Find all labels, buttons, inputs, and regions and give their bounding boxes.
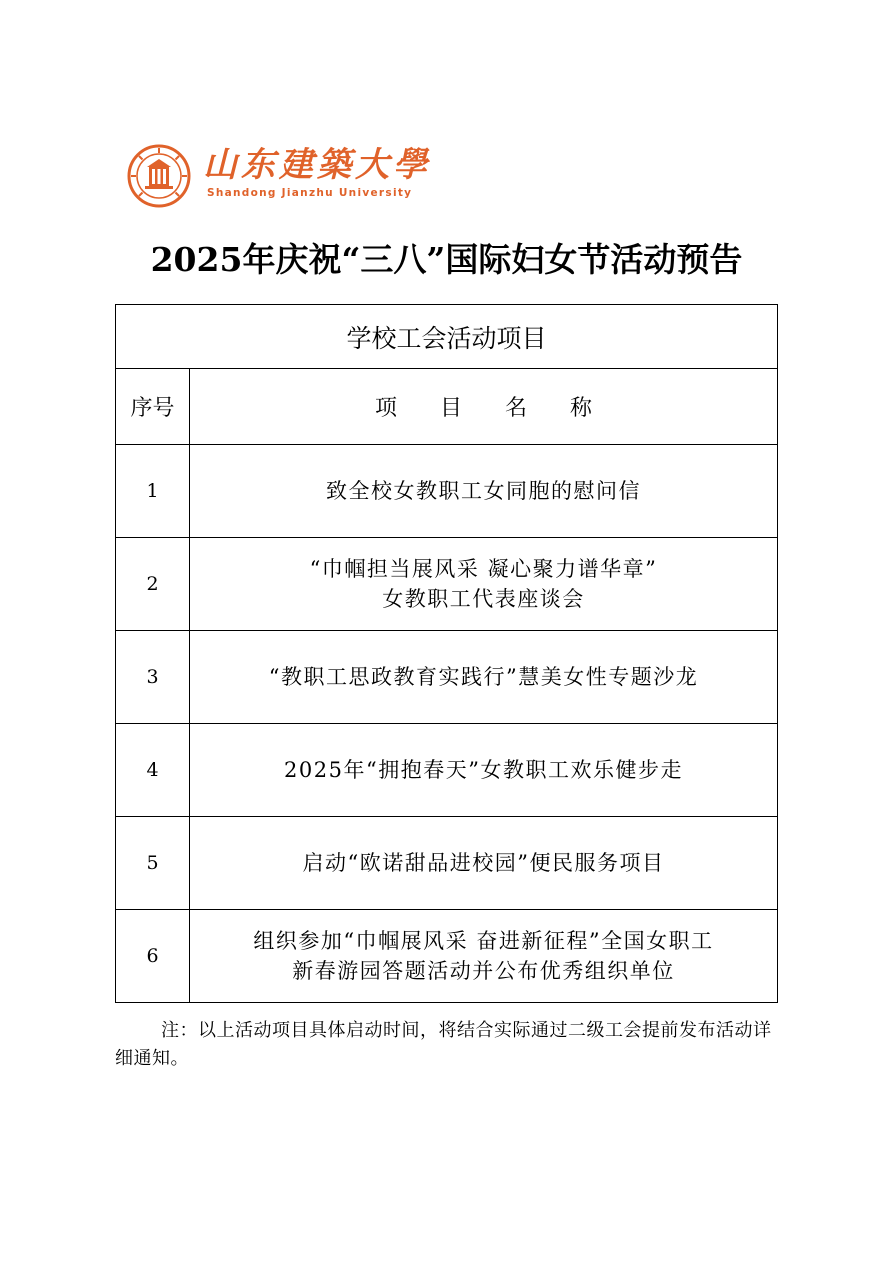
- row-item-line: 启动“欧诺甜品进校园”便民服务项目: [302, 851, 665, 875]
- university-seal-icon: [127, 144, 191, 208]
- row-item-line: “巾帼担当展风采 凝心聚力谱华章”: [309, 557, 658, 581]
- row-item-line: “教职工思政教育实践行”慧美女性专题沙龙: [268, 665, 699, 689]
- row-number: 3: [116, 631, 190, 724]
- row-item-line: 致全校女教职工女同胞的慰问信: [326, 479, 641, 503]
- header-name: 项 目 名 称: [190, 369, 778, 445]
- row-number: 2: [116, 538, 190, 631]
- row-number: 1: [116, 445, 190, 538]
- row-item: [190, 631, 778, 724]
- logo-name-english: Shandong Jianzhu University: [207, 187, 413, 199]
- row-item: [190, 724, 778, 817]
- page-title: 2025年庆祝“三八”国际妇女节活动预告: [150, 240, 743, 279]
- row-number: 6: [116, 910, 190, 1003]
- header-number: 序号: [116, 369, 190, 445]
- table-caption: 学校工会活动项目: [116, 305, 778, 369]
- row-item-line: 组织参加“巾帼展风采 奋进新征程”全国女职工: [253, 929, 714, 953]
- activity-table: [115, 304, 778, 1003]
- row-item: [190, 910, 778, 1003]
- row-item: [190, 445, 778, 538]
- row-number: 4: [116, 724, 190, 817]
- row-item-line: 2025年“拥抱春天”女教职工欢乐健步走: [284, 758, 683, 782]
- row-item: [190, 817, 778, 910]
- row-item-line: 新春游园答题活动并公布优秀组织单位: [292, 959, 675, 983]
- table-row: [116, 724, 778, 817]
- table-header-row: [116, 369, 778, 445]
- table-caption-row: [116, 305, 778, 369]
- row-item: [190, 538, 778, 631]
- table-row: [116, 631, 778, 724]
- university-logo: [127, 144, 431, 208]
- row-number: 5: [116, 817, 190, 910]
- row-item-line: 女教职工代表座谈会: [382, 587, 585, 611]
- table-row: [116, 538, 778, 631]
- table-row: [116, 910, 778, 1003]
- logo-name-chinese: 山东建築大學: [203, 145, 431, 185]
- footnote: 注：以上活动项目具体启动时间，将结合实际通过二级工会提前发布活动详细通知。: [115, 1020, 772, 1069]
- table-row: [116, 445, 778, 538]
- table-row: [116, 817, 778, 910]
